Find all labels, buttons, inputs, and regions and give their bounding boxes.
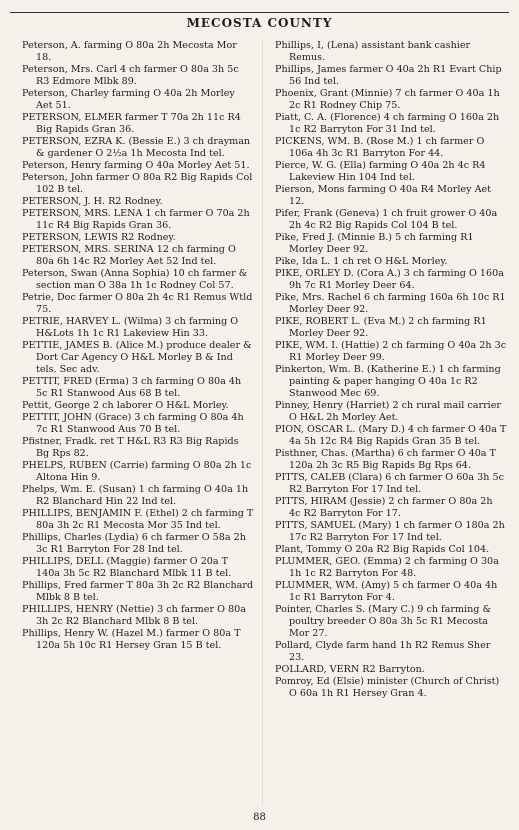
directory-entry: PETERSON, ELMER farmer T 70a 2h 11c R4 Big Rapids Gran 36. (22, 112, 241, 135)
header-rule (10, 12, 509, 13)
directory-entry: Pollard, Clyde farm hand 1h R2 Remus Sher 23. (275, 640, 491, 663)
directory-entry: Phillips, I, (Lena) assistant bank cashier Remus. (275, 40, 471, 63)
directory-entry: Plant, Tommy O 20a R2 Big Rapids Col 104. (275, 544, 490, 555)
directory-entry: PIKE, ORLEY D. (Cora A.) 3 ch farming O 160a 9h 7c R1 Morley Deer 64. (275, 268, 504, 291)
directory-entry: PHILLIPS, HENRY (Nettie) 3 ch farmer O 80a 3h 2c R2 Blanchard Mlbk 8 B tel. (22, 604, 246, 627)
directory-entry: PETERSON, MRS. LENA 1 ch farmer O 70a 2h 11c R4 Big Rapids Gran 36. (22, 208, 250, 231)
directory-entry: PHILLIPS, DELL (Maggie) farmer O 20a T 140a 3h 5c R2 Blanchard Mlbk 11 B tel. (22, 556, 232, 579)
directory-entry: PETERSON, EZRA K. (Bessie E.) 3 ch drayman & gardener O 2½a 1h Mecosta Ind tel. (22, 136, 251, 159)
directory-entry: PITTS, SAMUEL (Mary) 1 ch farmer O 180a 2h 17c R2 Barryton For 17 Ind tel. (275, 520, 505, 543)
directory-entry: Pisthner, Chas. (Martha) 6 ch farmer O 40a T 120a 2h 3c R5 Big Rapids Bg Rps 64. (275, 448, 496, 471)
directory-entry: Phelps, Wm. E. (Susan) 1 ch farming O 40a 1h R2 Blanchard Hin 22 Ind tel. (22, 484, 249, 507)
directory-entry: Phillips, Henry W. (Hazel M.) farmer O 80a T 120a 5h 10c R1 Hersey Gran 15 B tel. (22, 628, 241, 651)
directory-entry: PLUMMER, WM. (Amy) 5 ch farmer O 40a 4h 1c R1 Barryton For 4. (275, 580, 498, 603)
directory-entry: Petrie, Doc farmer O 80a 2h 4c R1 Remus Wtld 75. (22, 292, 253, 315)
directory-entry: PETTIE, JAMES B. (Alice M.) produce dealer & Dort Car Agency O H&L Morley B & Ind tels. Sec adv. (22, 340, 252, 375)
directory-entry: Pierson, Mons farming O 40a R4 Morley Aet 12. (275, 184, 492, 207)
directory-entry: Phillips, Charles (Lydia) 6 ch farmer O 58a 2h 3c R1 Barryton For 28 Ind tel. (22, 532, 246, 555)
directory-entry: Peterson, John farmer O 80a R2 Big Rapids Col 102 B tel. (22, 172, 253, 195)
directory-entry: Pomroy, Ed (Elsie) minister (Church of Christ) O 60a 1h R1 Hersey Gran 4. (275, 676, 500, 699)
directory-entry: Phillips, James farmer O 40a 2h R1 Evart Chip 56 Ind tel. (275, 64, 502, 87)
directory-entry: Pinkerton, Wm. B. (Katherine E.) 1 ch farming painting & paper hanging O 40a 1c R2 Stanwood Mec 69. (275, 364, 501, 399)
directory-entry: PIKE, WM. I. (Hattie) 2 ch farming O 40a 2h 3c R1 Morley Deer 99. (275, 340, 507, 363)
directory-entry: PETRIE, HARVEY L. (Wilma) 3 ch farming O H&Lots 1h 1c R1 Lakeview Hin 33. (22, 316, 239, 339)
directory-entry: PITTS, HIRAM (Jessie) 2 ch farmer O 80a 2h 4c R2 Barryton For 17. (275, 496, 493, 519)
directory-entry: PION, OSCAR L. (Mary D.) 4 ch farmer O 40a T 4a 5h 12c R4 Big Rapids Gran 35 B tel. (275, 424, 507, 447)
directory-entry: Piatt, C. A. (Florence) 4 ch farming O 160a 2h 1c R2 Barryton For 31 Ind tel. (275, 112, 500, 135)
directory-entry: Pike, Mrs. Rachel 6 ch farming 160a 6h 10c R1 Morley Deer 92. (275, 292, 506, 315)
directory-entry: Phoenix, Grant (Minnie) 7 ch farmer O 40a 1h 2c R1 Rodney Chip 75. (275, 88, 500, 111)
directory-entry: Pifer, Frank (Geneva) 1 ch fruit grower O 40a 2h 4c R2 Big Rapids Col 104 B tel. (275, 208, 498, 231)
directory-entry: Peterson, Charley farming O 40a 2h Morley Aet 51. (22, 88, 235, 111)
directory-entry: Peterson, A. farming O 80a 2h Mecosta Mor 18. (22, 40, 237, 63)
directory-entry: PETERSON, LEWIS R2 Rodney. (22, 232, 176, 243)
directory-entry: Pettit, George 2 ch laborer O H&L Morley. (22, 400, 229, 411)
directory-entry: Peterson, Mrs. Carl 4 ch farmer O 80a 3h 5c R3 Edmore Mlbk 89. (22, 64, 239, 87)
directory-entry: PICKENS, WM. B. (Rose M.) 1 ch farmer O 106a 4h 3c R1 Barryton For 44. (275, 136, 485, 159)
directory-entry: PETERSON, J. H. R2 Rodney. (22, 196, 163, 207)
directory-entry: PETTIT, JOHN (Grace) 3 ch farming O 80a 4h 7c R1 Stanwood Aus 70 B tel. (22, 412, 244, 435)
directory-entry: Pointer, Charles S. (Mary C.) 9 ch farming & poultry breeder O 80a 3h 5c R1 Mecosta Mor 27. (275, 604, 491, 639)
directory-entry: Pfistner, Fradk. ret T H&L R3 R3 Big Rapids Bg Rps 82. (22, 436, 239, 459)
directory-entry: Peterson, Henry farming O 40a Morley Aet 51. (22, 160, 250, 171)
directory-entry: PHILLIPS, BENJAMIN F. (Ethel) 2 ch farming T 80a 3h 2c R1 Mecosta Mor 35 Ind tel. (22, 508, 254, 531)
right-column (275, 40, 507, 700)
page-title: MECOSTA COUNTY (186, 16, 333, 30)
column-divider (262, 40, 263, 806)
directory-entry: Pike, Fred J. (Minnie B.) 5 ch farming R1 Morley Deer 92. (275, 232, 474, 255)
page-number: 88 (253, 812, 266, 823)
directory-entry: PHELPS, RUBEN (Carrie) farming O 80a 2h 1c Altona Hin 9. (22, 460, 252, 483)
directory-entry: POLLARD, VERN R2 Barryton. (275, 664, 425, 675)
directory-entry: PETTIT, FRED (Erma) 3 ch farming O 80a 4h 5c R1 Stanwood Aus 68 B tel. (22, 376, 242, 399)
directory-entry: PETERSON, MRS. SERINA 12 ch farming O 80a 6h 14c R2 Morley Aet 52 Ind tel. (22, 244, 236, 267)
directory-entry: Pierce, W. G. (Ella) farming O 40a 2h 4c R4 Lakeview Hin 104 Ind tel. (275, 160, 486, 183)
directory-entry: Pike, Ida L. 1 ch ret O H&L Morley. (275, 256, 448, 267)
directory-entry: PITTS, CALEB (Clara) 6 ch farmer O 60a 3h 5c R2 Barryton For 17 Ind tel. (275, 472, 504, 495)
directory-entry: Peterson, Swan (Anna Sophia) 10 ch farmer & section man O 38a 1h 1c Rodney Col 57. (22, 268, 248, 291)
left-column (22, 40, 254, 652)
page-header (0, 0, 519, 30)
directory-entry: PLUMMER, GEO. (Emma) 2 ch farming O 30a 1h 1c R2 Barryton For 48. (275, 556, 499, 579)
directory-entry: PIKE, ROBERT L. (Eva M.) 2 ch farming R1 Morley Deer 92. (275, 316, 487, 339)
directory-entry: Phillips, Fred farmer T 80a 3h 2c R2 Blanchard Mlbk 8 B tel. (22, 580, 254, 603)
directory-entry: Pinney, Henry (Harriet) 2 ch rural mail carrier O H&L 2h Morley Aet. (275, 400, 502, 423)
